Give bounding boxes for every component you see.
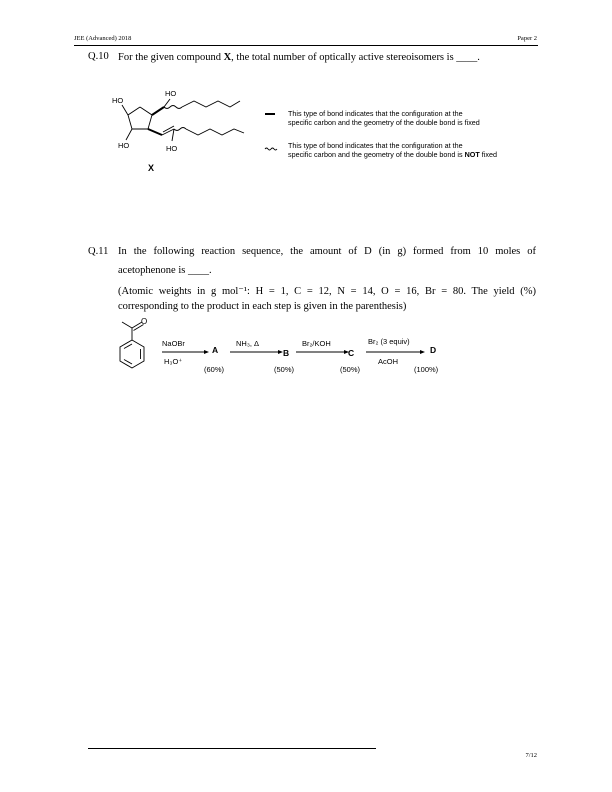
top-chain: [182, 101, 240, 107]
legend-fixed-line2: specific carbon and the geometry of the double bond is fixed: [288, 118, 480, 127]
q10-text-after: , the total number of optically active stereoisomers is ____.: [231, 52, 480, 63]
yield-c: (50%): [340, 365, 361, 374]
step1-reagent-top: NaOBr: [162, 339, 185, 348]
arrowhead-4: [420, 350, 425, 354]
footer-rule: [88, 748, 376, 749]
ho-bottom-left-label: HO: [118, 141, 130, 150]
compound-x-structure: [110, 85, 250, 180]
top-wavy-bond: [164, 106, 182, 109]
legend-not-fixed: [288, 141, 548, 159]
product-d: D: [430, 345, 437, 355]
product-c: C: [348, 348, 355, 358]
q11-line4: corresponding to the product in each step is given in the parenthesis): [118, 301, 407, 312]
carbonyl-o-label: O: [141, 317, 148, 326]
reaction-scheme: [116, 316, 446, 378]
product-a: A: [212, 345, 219, 355]
q11-text: [118, 242, 536, 316]
ho-left-bond: [122, 105, 128, 115]
wavy-bond-symbol: [264, 146, 278, 152]
legend-notfixed-line1: This type of bond indicates that the configuration at the: [288, 141, 463, 150]
q11-number: Q.11: [88, 246, 109, 257]
top-chain-bond: [152, 107, 164, 115]
q10-number: Q.10: [88, 51, 109, 62]
step4-reagent-top: Br₂ (3 equiv): [368, 337, 410, 346]
ho-bottom-left-bond: [126, 129, 132, 140]
q10-text-before: For the given compound: [118, 52, 224, 63]
benzene-inner-3: [124, 360, 132, 365]
ho-bottom-bond: [172, 129, 174, 141]
product-b: B: [283, 348, 290, 358]
legend-fixed: [288, 109, 528, 127]
yield-d: (100%): [414, 365, 439, 374]
paper-label: Paper 2: [517, 35, 537, 42]
yield-a: (60%): [204, 365, 225, 374]
compound-x-label: X: [148, 163, 155, 173]
ho-bottom-label: HO: [166, 144, 178, 153]
header-rule: [74, 45, 538, 46]
bottom-chain-bond: [148, 129, 162, 135]
methyl-bond: [122, 322, 132, 328]
step1-reagent-bottom: H₃O⁺: [164, 357, 183, 366]
bottom-double-bond-2: [163, 126, 174, 132]
page-number: 7/12: [525, 752, 537, 759]
ring-bonds: [128, 107, 152, 129]
legend-fixed-line1: This type of bond indicates that the configuration at the: [288, 109, 463, 118]
legend-notfixed-line2: [288, 150, 548, 159]
arrowhead-1: [204, 350, 209, 354]
legend-notfixed-pre: specific carbon and the geometry of the double bond is: [288, 150, 465, 159]
ho-left-label: HO: [112, 96, 124, 105]
step3-reagent: Br₂/KOH: [302, 339, 331, 348]
legend-notfixed-post: fixed: [479, 150, 497, 159]
q11-line2: acetophenone is ____.: [118, 265, 212, 276]
yield-b: (50%): [274, 365, 295, 374]
exam-header: JEE (Advanced) 2018: [74, 35, 132, 42]
q10-text: [118, 51, 548, 65]
q10-compound-ref: X: [223, 52, 232, 63]
ho-top-bond: [164, 99, 170, 107]
bottom-wavy-bond: [174, 128, 186, 131]
ho-top-label: HO: [165, 89, 177, 98]
step2-reagent: NH₃, Δ: [236, 339, 260, 348]
step4-reagent-bottom: AcOH: [378, 357, 399, 366]
bold-bond-symbol: [265, 113, 275, 115]
benzene-inner-1: [124, 344, 132, 349]
legend-notfixed-bold: NOT: [464, 150, 480, 159]
q11-line1: In the following reaction sequence, the amount of D (in g) formed from 10 moles of: [118, 246, 536, 257]
q11-line3: (Atomic weights in g mol⁻¹: H = 1, C = 12, N = 14, O = 16, Br = 80. The yield (%): [118, 286, 536, 297]
bottom-chain: [186, 129, 244, 135]
